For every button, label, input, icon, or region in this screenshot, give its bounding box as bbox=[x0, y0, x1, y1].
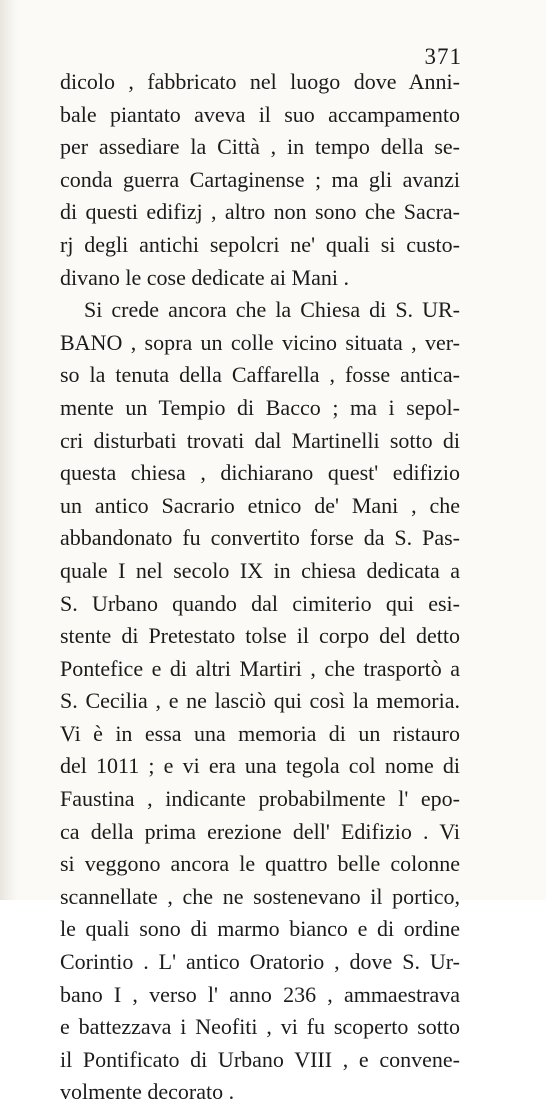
text-line: mente un Tempio di Bacco ; ma i sepol- bbox=[60, 394, 460, 420]
text-line: stente di Pretestato tolse il corpo del detto bbox=[60, 623, 460, 649]
body-text bbox=[60, 66, 460, 1109]
text-line: Faustina , indicante probabilmente l' epo- bbox=[60, 786, 460, 812]
text-line: ca della prima erezione dell' Edifizio . Vi bbox=[60, 818, 460, 844]
text-line: scannellate , che ne sostenevano il portico, bbox=[60, 883, 460, 909]
text-line: S. Urbano quando dal cimiterio qui esi- bbox=[60, 590, 460, 616]
text-line: divano le cose dedicate ai Mani . bbox=[60, 264, 349, 290]
page-number: 371 bbox=[424, 44, 462, 69]
text-line: un antico Sacrario etnico de' Mani , che bbox=[60, 492, 460, 518]
text-line: questa chiesa , dichiarano quest' edifizio bbox=[60, 460, 460, 486]
text-line: Corintio . L' antico Oratorio , dove S. Ur- bbox=[60, 949, 460, 975]
text-line: di questi edifizj , altro non sono che Sacra- bbox=[60, 199, 460, 225]
text-line: abbandonato fu convertito forse da S. Pas- bbox=[60, 525, 460, 551]
text-line: Pontefice e di altri Martiri , che trasportò a bbox=[60, 655, 460, 681]
text-line: del 1011 ; e vi era una tegola col nome di bbox=[60, 753, 460, 779]
text-line: cri disturbati trovati dal Martinelli sotto di bbox=[60, 427, 460, 453]
text-line: rj degli antichi sepolcri ne' quali si custo- bbox=[60, 231, 460, 257]
text-line: e battezzava i Neofiti , vi fu scoperto sotto bbox=[60, 1014, 460, 1040]
text-line: Si crede ancora che la Chiesa di S. UR- bbox=[84, 297, 460, 323]
text-line: conda guerra Cartaginense ; ma gli avanzi bbox=[60, 166, 460, 192]
page-gutter-shadow bbox=[0, 0, 18, 900]
text-line: le quali sono di marmo bianco e di ordine bbox=[60, 916, 460, 942]
text-line: Vi è in essa una memoria di un ristauro bbox=[60, 720, 460, 746]
text-line: il Pontificato di Urbano VIII , e convene- bbox=[60, 1046, 460, 1072]
text-line: volmente decorato . bbox=[60, 1079, 235, 1105]
text-line: S. Cecilia , e ne lasciò qui così la memoria. bbox=[60, 688, 460, 714]
text-line: dicolo , fabbricato nel luogo dove Anni- bbox=[60, 69, 460, 94]
text-line: bale piantato aveva il suo accampamento bbox=[60, 101, 460, 127]
text-line: si veggono ancora le quattro belle colonne bbox=[60, 851, 460, 877]
text-line: per assediare la Città , in tempo della se- bbox=[60, 134, 460, 160]
text-line: quale I nel secolo IX in chiesa dedicata a bbox=[60, 557, 460, 583]
text-line: so la tenuta della Caffarella , fosse antica- bbox=[60, 362, 460, 388]
text-line: BANO , sopra un colle vicino situata , ver- bbox=[60, 329, 460, 355]
text-line: bano I , verso l' anno 236 , ammaestrava bbox=[60, 981, 460, 1007]
